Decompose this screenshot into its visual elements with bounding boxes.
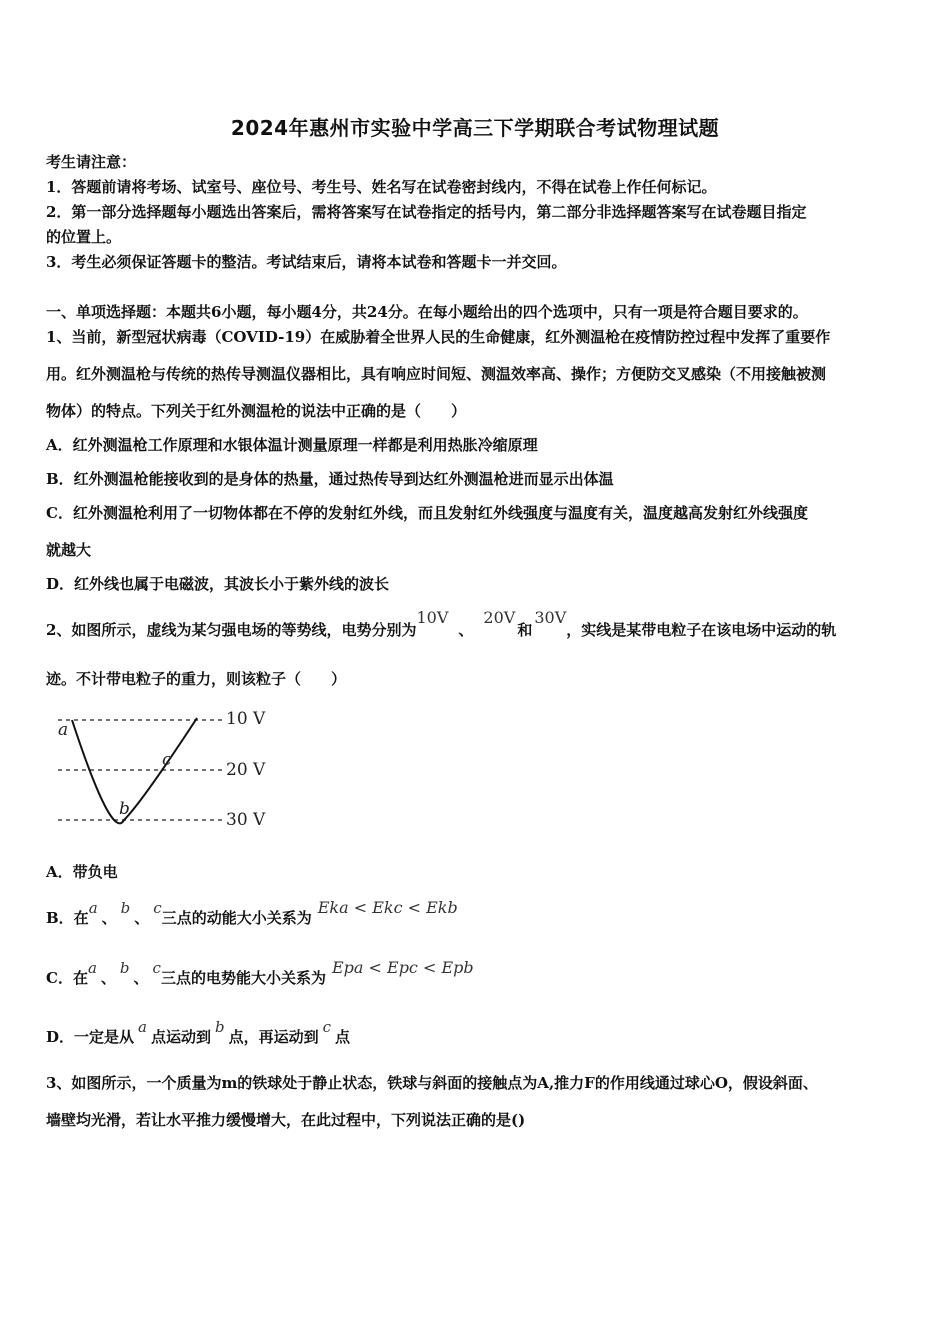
q1-option-c-cont: 就越大: [46, 541, 92, 559]
notice-item-2: 2．第一部分选择题每小题选出答案后，需将答案写在试卷指定的括号内，第二部分非选择题答案写在试卷题目指定: [46, 203, 807, 221]
q2-c-var-a: a: [87, 959, 97, 977]
potential-label-30v: 30 V: [226, 810, 266, 830]
point-c-label: c: [162, 750, 172, 770]
q2-voltage-20: 20V: [483, 608, 516, 627]
q3-stem-1: 3、如图所示，一个质量为m的铁球处于静止状态，铁球与斜面的接触点为A,推力F的作用线通过球心O，假设斜面、: [46, 1074, 818, 1092]
q2-stem-text-b: ，实线是某带电粒子在该电场中运动的轨: [566, 621, 837, 639]
notice-heading: 考生请注意：: [46, 153, 137, 171]
q2-d-end: 点: [335, 1028, 351, 1046]
section-heading: 一、单项选择题：本题共6小题，每小题4分，共24分。在每小题给出的四个选项中，只有一项是符合题目要求的。: [46, 303, 808, 321]
q2-sep-2: 和: [517, 621, 533, 639]
q2-d-var-c: c: [322, 1018, 332, 1036]
q2-c-sep-2: 、: [133, 969, 149, 987]
q2-c-mid: 三点的电势能大小关系为: [160, 969, 326, 987]
q1-stem-3: 物体）的特点。下列关于红外测温枪的说法中正确的是（ ）: [46, 402, 467, 420]
q2-b-var-c: c: [153, 899, 162, 917]
q2-c-sep-1: 、: [100, 969, 116, 987]
q2-b-mid: 三点的动能大小关系为: [161, 909, 312, 927]
q2-c-var-b: b: [119, 959, 130, 977]
point-a-label: a: [58, 720, 69, 740]
q2-c-var-c: c: [152, 959, 161, 977]
q2-b-var-a: a: [88, 899, 98, 917]
q2-b-sep-1: 、: [101, 909, 117, 927]
q1-stem-2: 用。红外测温枪与传统的热传导测温仪器相比，具有响应时间短、测温效率高、操作；方便防交叉感染（不用接触被测: [46, 365, 827, 383]
q2-b-expression: Eka < Ekc < Ekb: [317, 898, 458, 917]
q2-d-var-a: a: [138, 1018, 147, 1036]
q3-stem-2: 墙壁均光滑，若让水平推力缓慢增大，在此过程中，下列说法正确的是(): [46, 1111, 526, 1129]
q2-c-expression: Epa < Epc < Epb: [331, 958, 474, 977]
q2-stem-text-a: 2、如图所示，虚线为某匀强电场的等势线，电势分别为: [46, 621, 417, 639]
q2-stem-2: 迹。不计带电粒子的重力，则该粒子（ ）: [46, 670, 347, 688]
equipotential-figure: [52, 702, 282, 836]
q2-d-mid-2: 点，再运动到: [228, 1028, 319, 1046]
q2-d-prefix: D．一定是从: [46, 1028, 135, 1046]
page-title: 2024年惠州市实验中学高三下学期联合考试物理试题: [230, 116, 720, 140]
q2-voltage-30: 30V: [534, 608, 567, 627]
notice-item-2-cont: 的位置上。: [46, 228, 122, 246]
q2-b-var-b: b: [120, 899, 131, 917]
particle-trajectory: [72, 718, 197, 823]
q2-d-var-b: b: [214, 1018, 225, 1036]
q1-option-c: C．红外测温枪利用了一切物体都在不停的发射红外线，而且发射红外线强度与温度有关，温度越高发射红外线强度: [46, 504, 808, 522]
q2-stem-1: [46, 608, 916, 640]
q2-option-a: A．带负电: [46, 863, 118, 881]
q2-option-b: [46, 898, 916, 928]
notice-item-3: 3．考生必须保证答题卡的整洁。考试结束后，请将本试卷和答题卡一并交回。: [46, 253, 567, 271]
q1-option-b: B．红外测温枪能接收到的是身体的热量，通过热传导到达红外测温枪进而显示出体温: [46, 470, 614, 488]
q2-c-prefix: C．在: [46, 969, 88, 987]
q1-stem-1: 1、当前，新型冠状病毒（COVID-19）在威胁着全世界人民的生命健康，红外测温枪在疫情防控过程中发挥了重要作: [46, 328, 831, 346]
q1-option-a: A．红外测温枪工作原理和水银体温计测量原理一样都是利用热胀冷缩原理: [46, 436, 538, 454]
q2-option-c: [46, 958, 916, 988]
q2-b-sep-2: 、: [134, 909, 150, 927]
q2-sep-1: 、: [458, 621, 474, 639]
q2-d-mid-1: 点运动到: [150, 1028, 211, 1046]
potential-label-10v: 10 V: [226, 709, 266, 729]
q2-voltage-10: 10V: [416, 608, 449, 627]
point-b-label: b: [119, 799, 130, 819]
q2-b-prefix: B．在: [46, 909, 89, 927]
q1-option-d: D．红外线也属于电磁波，其波长小于紫外线的波长: [46, 575, 390, 593]
equipotential-diagram: [52, 702, 282, 832]
notice-item-1: 1．答题前请将考场、试室号、座位号、考生号、姓名写在试卷密封线内，不得在试卷上作任何标记。: [46, 178, 717, 196]
q2-option-d: [46, 1018, 916, 1047]
potential-label-20v: 20 V: [226, 760, 266, 780]
